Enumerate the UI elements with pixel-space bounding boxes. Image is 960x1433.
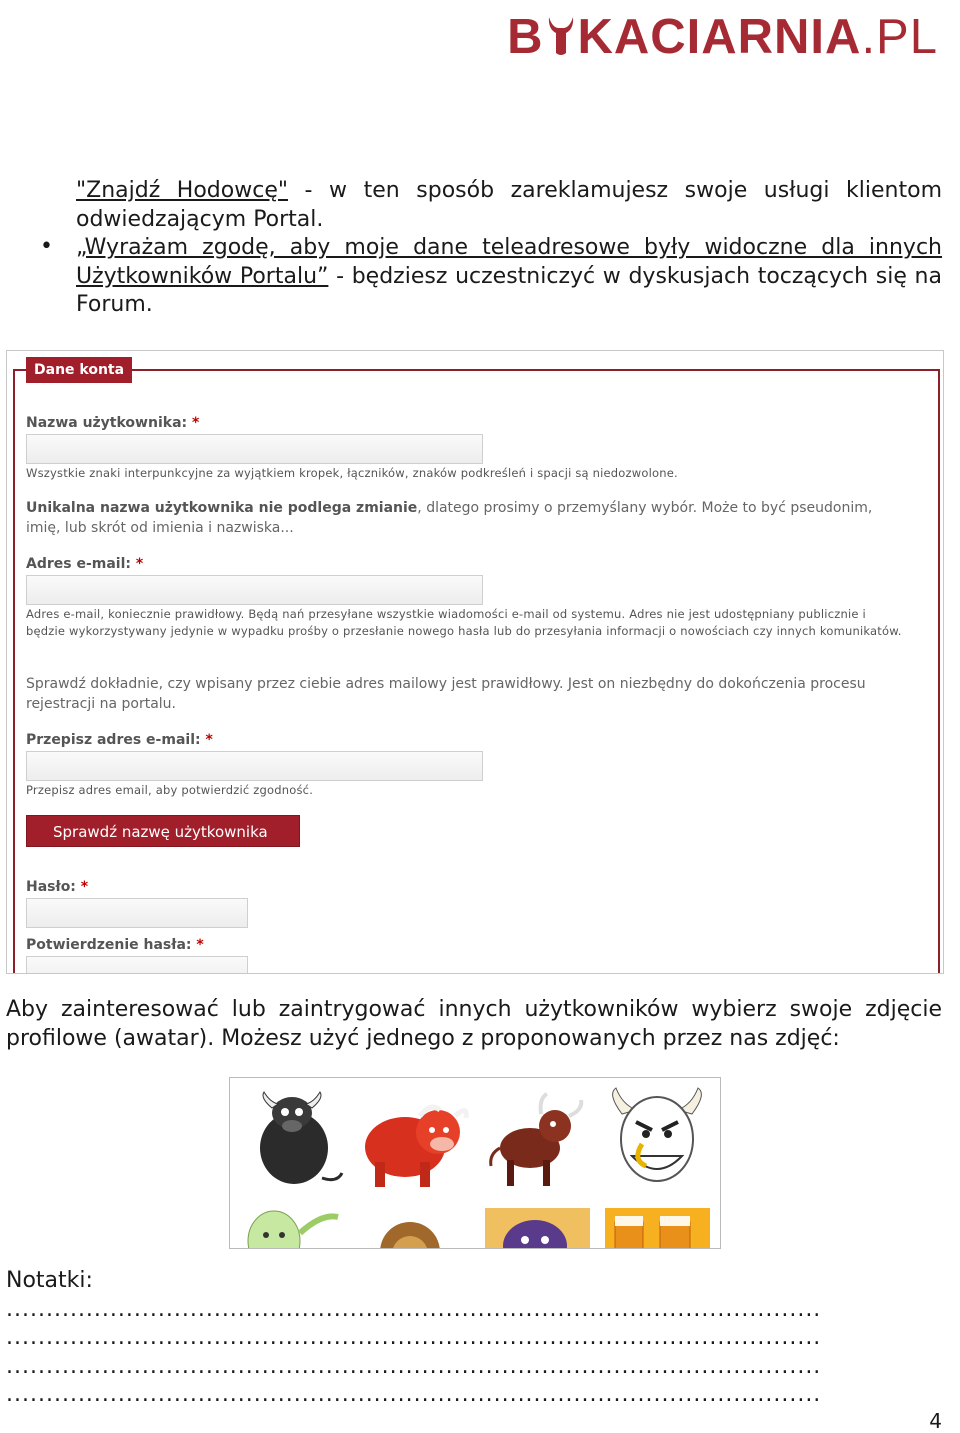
intro-paragraph-1: "Znajdź Hodowcę" - w ten sposób zareklamujesz swoje usługi klientom odwiedzającym Portal.	[76, 178, 943, 232]
beer-mugs-avatar[interactable]	[605, 1208, 710, 1249]
tab-dane-konta[interactable]: Dane konta	[26, 357, 132, 383]
password-input[interactable]	[26, 898, 248, 928]
notes-line-2: ......................................................................................................	[6, 1325, 822, 1350]
registration-form-screenshot	[6, 350, 944, 974]
password-label: Hasło: *	[26, 879, 89, 895]
green-creature-avatar[interactable]	[242, 1203, 347, 1249]
email-confirm-label: Przepisz adres e-mail: *	[26, 732, 213, 748]
username-label: Nazwa użytkownika: *	[26, 415, 200, 431]
bullet-marker: •	[40, 234, 53, 259]
bull-horns-icon	[546, 17, 576, 57]
logo-text-start: B	[507, 10, 544, 64]
znajdz-hodowce-link[interactable]: "Znajdź Hodowcę"	[76, 178, 288, 203]
username-hint: Wszystkie znaki interpunkcyjne za wyjątkiem kropek, łączników, znaków podkreśleń i spacji są niedozwolone.	[26, 466, 678, 480]
avatar-instructions: Aby zainteresować lub zaintrygować innych użytkowników wybierz swoje zdjęcie profilowe (awatar). Możesz użyć jednego z proponowanych przez nas zdjęć:	[6, 997, 942, 1051]
logo-suffix: .PL	[861, 10, 938, 64]
password-confirm-label: Potwierdzenie hasła: *	[26, 937, 204, 953]
lion-avatar[interactable]	[370, 1216, 450, 1249]
intro-paragraph-2: „Wyrażam zgodę, aby moje dane teleadresowe były widoczne dla innych Użytkowników Portalu” - będziesz uczestniczyć w dyskusjach toczących się na Forum.	[76, 235, 942, 317]
black-bull-avatar[interactable]	[242, 1088, 347, 1193]
grinning-bull-avatar[interactable]	[602, 1084, 712, 1194]
email-confirm-hint: Przepisz adres email, aby potwierdzić zgodność.	[26, 783, 314, 797]
notes-line-3: ......................................................................................................	[6, 1354, 822, 1379]
notes-line-4: ......................................................................................................	[6, 1382, 822, 1407]
username-note: Unikalna nazwa użytkownika nie podlega zmianie, dlatego prosimy o przemyślany wybór. Może to być pseudonim, imię, lub skrót od imienia i nazwiska...	[26, 500, 873, 536]
check-username-button[interactable]: Sprawdź nazwę użytkownika	[26, 815, 300, 847]
email-label: Adres e-mail: *	[26, 556, 144, 572]
avatar-gallery	[229, 1077, 721, 1249]
logo	[507, 8, 938, 66]
consent-option-text: „Wyrażam zgodę, aby moje dane teleadresowe były widoczne dla innych Użytkowników Portalu”	[76, 235, 942, 289]
notes-line-1: ......................................................................................................	[6, 1297, 822, 1322]
logo-text-rest: KACIARNIA	[577, 10, 862, 64]
page-number: 4	[929, 1409, 942, 1433]
username-input[interactable]	[26, 434, 483, 464]
email-note: Sprawdź dokładnie, czy wpisany przez ciebie adres mailowy jest prawidłowy. Jest on niezbędny do dokończenia procesu rejestracji na portalu.	[26, 676, 866, 712]
brown-bull-avatar[interactable]	[485, 1088, 585, 1193]
notes-label: Notatki:	[6, 1268, 93, 1293]
password-confirm-input[interactable]	[26, 956, 248, 974]
email-confirm-input[interactable]	[26, 751, 483, 781]
red-bull-avatar[interactable]	[360, 1092, 470, 1192]
purple-bull-avatar[interactable]	[485, 1208, 590, 1249]
email-hint: Adres e-mail, koniecznie prawidłowy. Będą nań przesyłane wszystkie wiadomości e-mail od systemu. Adres nie jest udostępniany publicznie i będzie wykorzystywany jedynie w wypadku prośby o przesłanie nowego hasła lub do przesyłania informacji o nowościach czy innych komunikatów.	[26, 607, 902, 638]
email-input[interactable]	[26, 575, 483, 605]
